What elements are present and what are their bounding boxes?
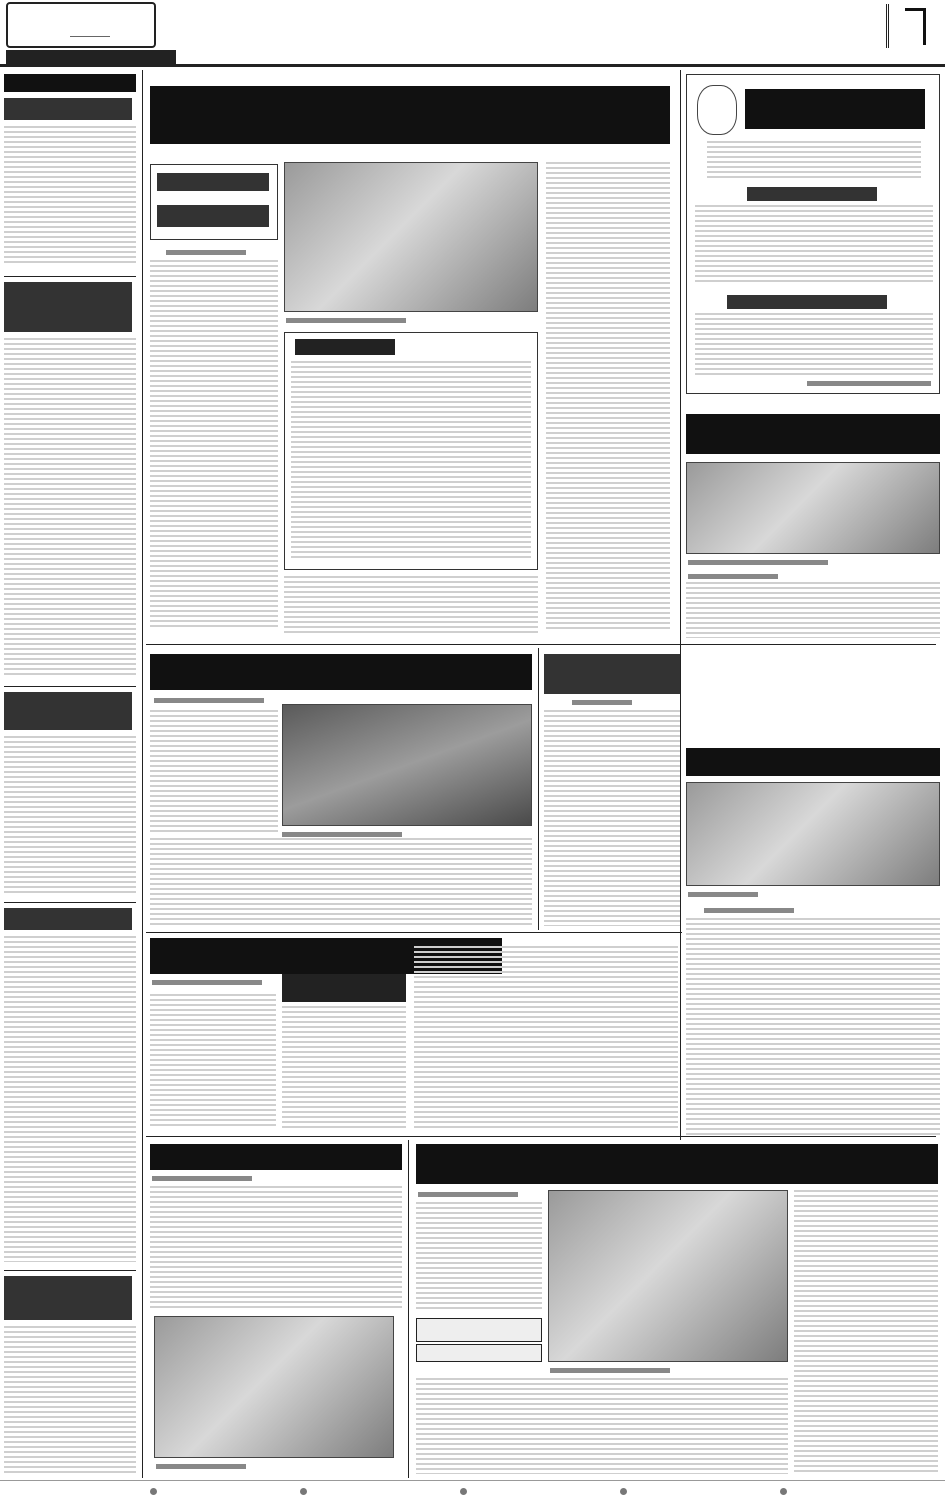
story-body xyxy=(414,946,678,1128)
story-body xyxy=(150,260,278,630)
left-column xyxy=(0,70,140,1478)
lawyer-story xyxy=(542,648,682,930)
column-item-body xyxy=(695,205,933,285)
story-body xyxy=(416,1378,788,1474)
story-body xyxy=(546,162,670,632)
story-body xyxy=(150,838,532,926)
photo-caption xyxy=(688,892,758,897)
subhead xyxy=(157,205,269,227)
column-box xyxy=(686,74,940,394)
camp-photo xyxy=(686,462,940,554)
divider xyxy=(4,1270,136,1271)
story-body xyxy=(150,710,278,832)
dead-turtle-photo xyxy=(686,782,940,886)
photo-caption xyxy=(282,832,402,837)
sidebar-box xyxy=(284,332,538,570)
column-title xyxy=(745,89,925,129)
lead-story xyxy=(146,72,676,642)
story-body xyxy=(4,1326,136,1474)
box-item xyxy=(416,1344,542,1362)
column-item-title xyxy=(747,187,877,201)
page-number xyxy=(886,4,936,48)
story-headline xyxy=(4,98,132,120)
bypass-story xyxy=(412,1140,942,1478)
road-photo xyxy=(548,1190,788,1362)
relief-story xyxy=(146,1140,406,1478)
section-rule xyxy=(146,644,936,645)
column-rule xyxy=(538,648,539,930)
masthead xyxy=(0,0,945,66)
story-dateline xyxy=(154,698,264,703)
story-body xyxy=(282,1006,406,1128)
column-item-title xyxy=(727,295,887,309)
subhead-box xyxy=(150,164,278,240)
story-body xyxy=(4,736,136,896)
registration-mark xyxy=(150,1488,157,1495)
photo-caption xyxy=(156,1464,246,1469)
registration-mark xyxy=(620,1488,627,1495)
turtle-headline xyxy=(686,748,940,776)
relief-handover-photo xyxy=(154,1316,394,1458)
column-rule xyxy=(142,70,143,1478)
story-dateline xyxy=(704,908,794,913)
lead-headline xyxy=(150,86,670,144)
registration-mark xyxy=(780,1488,787,1495)
story-headline xyxy=(4,282,132,332)
truck-story xyxy=(146,648,536,930)
dateline xyxy=(6,50,176,64)
story-body xyxy=(686,918,940,1138)
story-body xyxy=(544,710,680,926)
arrested-men-photo xyxy=(282,704,532,826)
section-title xyxy=(4,74,136,92)
story-body xyxy=(150,1186,402,1310)
relief-headline xyxy=(150,1144,402,1170)
gated-library-photo xyxy=(284,162,538,312)
column-signature xyxy=(807,381,931,386)
photo-caption xyxy=(550,1368,670,1373)
page-footer xyxy=(0,1480,945,1498)
lawyer-headline xyxy=(544,654,680,694)
registration-mark xyxy=(300,1488,307,1495)
story-dateline xyxy=(166,250,246,255)
story-headline xyxy=(4,908,132,930)
cartoon-figure-icon xyxy=(697,85,737,135)
masthead-rule xyxy=(0,64,945,67)
truck-headline xyxy=(150,654,532,690)
story-dateline xyxy=(688,574,778,579)
story-headline xyxy=(4,692,132,730)
explosive-box-head xyxy=(282,974,406,1002)
camp-headline xyxy=(686,414,940,454)
story-body xyxy=(686,582,940,638)
story-dateline xyxy=(418,1192,518,1197)
story-body xyxy=(794,1190,938,1474)
divider xyxy=(4,902,136,903)
photo-caption xyxy=(688,560,828,565)
story-dateline xyxy=(572,700,632,705)
section-rule xyxy=(146,932,682,933)
section-rule xyxy=(146,1136,936,1137)
story-body xyxy=(150,994,276,1128)
column-intro xyxy=(707,141,921,179)
column-rule xyxy=(408,1140,409,1478)
story-headline xyxy=(4,1276,132,1320)
story-body xyxy=(4,126,136,266)
divider xyxy=(4,276,136,277)
bypass-headline xyxy=(416,1144,938,1184)
subhead xyxy=(157,173,269,191)
story-body xyxy=(4,338,136,678)
sidebar-title xyxy=(295,339,395,355)
turtle-story xyxy=(684,742,942,1142)
story-dateline xyxy=(152,1176,252,1181)
camp-story xyxy=(684,404,942,640)
story-dateline xyxy=(152,980,262,985)
story-body xyxy=(416,1202,542,1312)
story-body xyxy=(284,576,538,634)
divider xyxy=(4,686,136,687)
logo-subtitle xyxy=(70,36,110,46)
photo-caption xyxy=(286,318,406,323)
box-item xyxy=(416,1318,542,1342)
explosive-story xyxy=(146,936,682,1132)
story-body xyxy=(4,936,136,1262)
sidebar-body xyxy=(291,361,531,561)
registration-mark xyxy=(460,1488,467,1495)
column-item-body xyxy=(695,313,933,375)
